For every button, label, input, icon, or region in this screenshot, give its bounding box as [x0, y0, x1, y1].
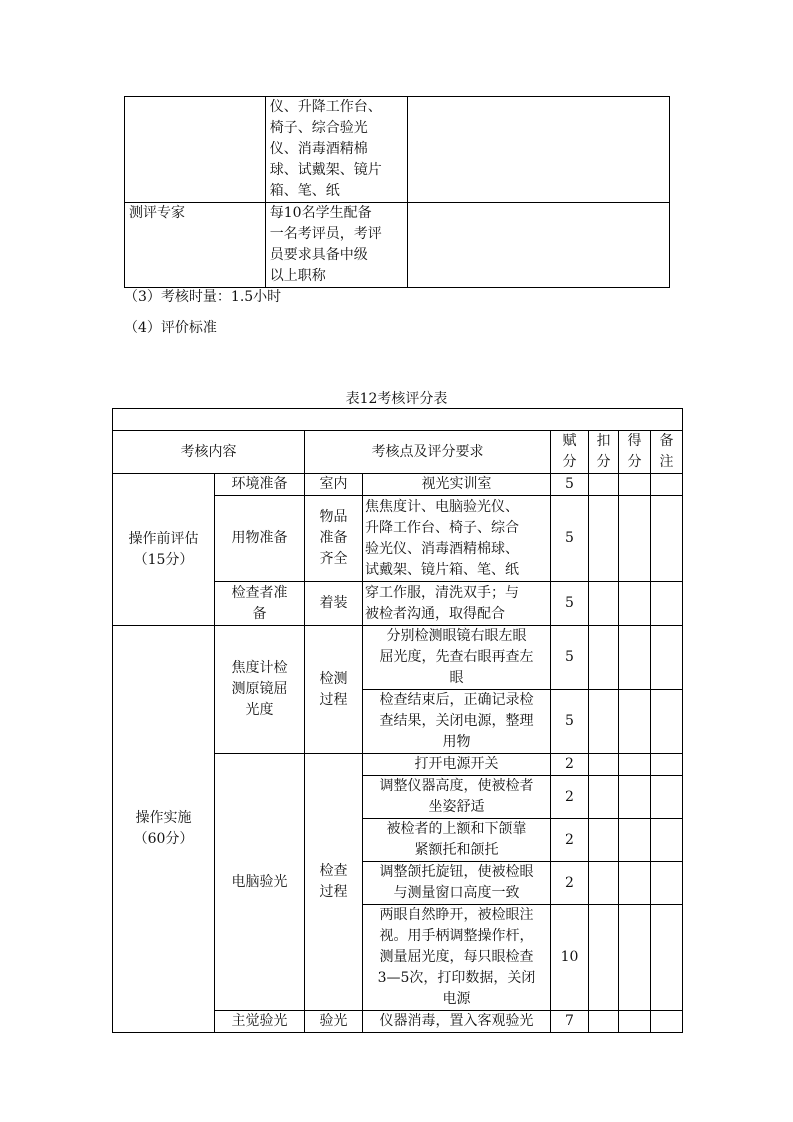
- deduct-cell: [589, 626, 619, 690]
- req-env: 视光实训室: [363, 474, 551, 496]
- exam-duration: （3）考核时量：1.5小时: [124, 289, 282, 305]
- row-content: 每10名学生配备 一名考评员，考评 员要求具备中级 以上职称: [265, 203, 407, 288]
- req-inspector: 穿工作服，清洗双手；与 被检者沟通，取得配合: [363, 582, 551, 626]
- row-label: 测评专家: [125, 203, 266, 288]
- deduct-cell: [589, 819, 619, 862]
- req-comp4: 调整颌托旋钮，使被检眼 与测量窗口高度一致: [363, 862, 551, 905]
- header-got: 得 分: [619, 431, 651, 474]
- remark-cell: [651, 819, 683, 862]
- remark-cell: [651, 474, 683, 496]
- deduct-cell: [589, 690, 619, 754]
- remark-cell: [651, 905, 683, 1011]
- deduct-cell: [589, 582, 619, 626]
- got-cell: [619, 626, 651, 690]
- got-cell: [619, 1011, 651, 1033]
- got-cell: [619, 776, 651, 819]
- remark-cell: [651, 496, 683, 582]
- sub-subjective: 验光: [305, 1011, 363, 1033]
- table-row: [125, 203, 670, 288]
- got-cell: [619, 862, 651, 905]
- table-caption: 表12考核评分表: [345, 391, 448, 407]
- header-content: 考核内容: [113, 431, 305, 474]
- req-lens2: 检查结束后，正确记录检 查结果，关闭电源，整理 用物: [363, 690, 551, 754]
- item-subjective: 主觉验光: [215, 1011, 305, 1033]
- req-comp2: 调整仪器高度，使被检者 坐姿舒适: [363, 776, 551, 819]
- score-comp5: 10: [551, 905, 589, 1011]
- score-goods: 5: [551, 496, 589, 582]
- sub-lens: 检测 过程: [305, 626, 363, 754]
- score-subjective: 7: [551, 1011, 589, 1033]
- row-note: [407, 97, 669, 203]
- group-impl: 操作实施 （60分）: [113, 626, 215, 1033]
- table-row: [113, 626, 683, 690]
- req-comp5: 两眼自然睁开，被检眼注 视。用手柄调整操作杆， 测量屈光度，每只眼检查 3—5次，打印数据，关闭 电源: [363, 905, 551, 1011]
- deduct-cell: [589, 496, 619, 582]
- score-comp3: 2: [551, 819, 589, 862]
- evaluation-standard: （4）评价标准: [124, 320, 217, 336]
- req-comp1: 打开电源开关: [363, 754, 551, 776]
- got-cell: [619, 690, 651, 754]
- got-cell: [619, 754, 651, 776]
- score-lens2: 5: [551, 690, 589, 754]
- remark-cell: [651, 626, 683, 690]
- req-lens1: 分别检测眼镜右眼左眼 屈光度，先查右眼再查左 眼: [363, 626, 551, 690]
- deduct-cell: [589, 754, 619, 776]
- deduct-cell: [589, 1011, 619, 1033]
- got-cell: [619, 819, 651, 862]
- req-goods: 焦焦度计、电脑验光仪、 升降工作台、椅子、综合 验光仪、消毒酒精棉球、 试戴架、镜片箱、笔、纸: [363, 496, 551, 582]
- remark-cell: [651, 582, 683, 626]
- table-row: [113, 474, 683, 496]
- req-subjective: 仪器消毒，置入客观验光: [363, 1011, 551, 1033]
- row-note: [407, 203, 669, 288]
- row-label: [125, 97, 266, 203]
- score-comp4: 2: [551, 862, 589, 905]
- sub-env: 室内: [305, 474, 363, 496]
- score-comp2: 2: [551, 776, 589, 819]
- row-content: 仪、升降工作台、 椅子、综合验光 仪、消毒酒精棉 球、试戴架、镜片 箱、笔、纸: [265, 97, 407, 203]
- score-lens1: 5: [551, 626, 589, 690]
- header-points: 考核点及评分要求: [305, 431, 551, 474]
- got-cell: [619, 905, 651, 1011]
- remark-cell: [651, 690, 683, 754]
- sub-goods: 物品 准备 齐全: [305, 496, 363, 582]
- score-env: 5: [551, 474, 589, 496]
- item-env: 环境准备: [215, 474, 305, 496]
- header-score: 赋 分: [551, 431, 589, 474]
- score-comp1: 2: [551, 754, 589, 776]
- blank-row: [113, 409, 683, 431]
- remark-cell: [651, 776, 683, 819]
- item-goods: 用物准备: [215, 496, 305, 582]
- item-computer: 电脑验光: [215, 754, 305, 1011]
- score-inspector: 5: [551, 582, 589, 626]
- group-pre: 操作前评估 （15分）: [113, 474, 215, 626]
- item-inspector: 检查者准 备: [215, 582, 305, 626]
- sub-inspector: 着装: [305, 582, 363, 626]
- deduct-cell: [589, 905, 619, 1011]
- header-remark: 备 注: [651, 431, 683, 474]
- header-row: [113, 431, 683, 474]
- item-lens: 焦度计检 测原镜屈 光度: [215, 626, 305, 754]
- deduct-cell: [589, 474, 619, 496]
- remark-cell: [651, 754, 683, 776]
- deduct-cell: [589, 862, 619, 905]
- sub-computer: 检查 过程: [305, 754, 363, 1011]
- got-cell: [619, 582, 651, 626]
- remark-cell: [651, 862, 683, 905]
- got-cell: [619, 496, 651, 582]
- header-deduct: 扣 分: [589, 431, 619, 474]
- table-row: [125, 97, 670, 203]
- score-table: [112, 408, 683, 1033]
- deduct-cell: [589, 776, 619, 819]
- equipment-table: [124, 96, 670, 288]
- got-cell: [619, 474, 651, 496]
- blank-cell: [113, 409, 683, 431]
- req-comp3: 被检者的上额和下颌靠 紧额托和颌托: [363, 819, 551, 862]
- remark-cell: [651, 1011, 683, 1033]
